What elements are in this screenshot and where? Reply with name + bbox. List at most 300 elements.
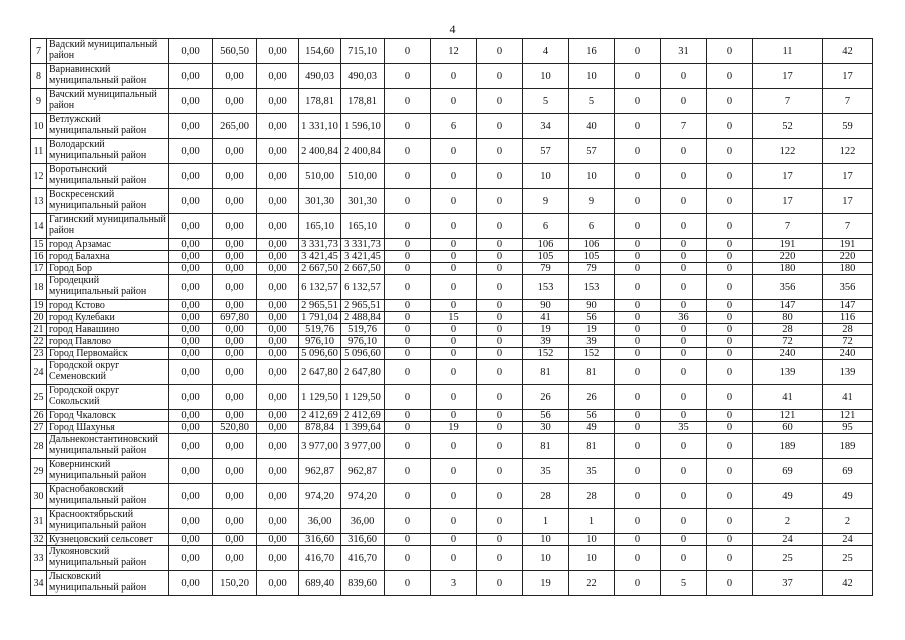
value-cell: 0 — [477, 64, 523, 89]
value-cell: 0 — [385, 164, 431, 189]
value-cell: 0,00 — [257, 324, 299, 336]
value-cell: 0 — [661, 189, 707, 214]
value-cell: 0,00 — [257, 360, 299, 385]
district-name: Город Шахунья — [47, 422, 169, 434]
value-cell: 165,10 — [299, 214, 341, 239]
value-cell: 7 — [823, 89, 873, 114]
value-cell: 69 — [753, 459, 823, 484]
value-cell: 36 — [661, 312, 707, 324]
value-cell: 150,20 — [213, 571, 257, 596]
value-cell: 0,00 — [213, 251, 257, 263]
table-row — [31, 214, 873, 239]
value-cell: 416,70 — [299, 546, 341, 571]
value-cell: 152 — [569, 348, 615, 360]
value-cell: 0 — [477, 214, 523, 239]
value-cell: 0,00 — [169, 164, 213, 189]
value-cell: 0 — [477, 89, 523, 114]
value-cell: 0 — [385, 484, 431, 509]
row-number: 9 — [31, 89, 47, 114]
value-cell: 0 — [431, 164, 477, 189]
value-cell: 72 — [823, 336, 873, 348]
value-cell: 9 — [569, 189, 615, 214]
value-cell: 139 — [823, 360, 873, 385]
value-cell: 0 — [615, 300, 661, 312]
value-cell: 0 — [477, 189, 523, 214]
value-cell: 57 — [569, 139, 615, 164]
value-cell: 69 — [823, 459, 873, 484]
value-cell: 0,00 — [257, 64, 299, 89]
value-cell: 10 — [523, 164, 569, 189]
value-cell: 2 965,51 — [299, 300, 341, 312]
value-cell: 72 — [753, 336, 823, 348]
table-row — [31, 422, 873, 434]
value-cell: 0 — [385, 300, 431, 312]
value-cell: 0 — [615, 275, 661, 300]
value-cell: 0 — [615, 214, 661, 239]
value-cell: 240 — [823, 348, 873, 360]
value-cell: 962,87 — [341, 459, 385, 484]
value-cell: 2 — [823, 509, 873, 534]
value-cell: 105 — [569, 251, 615, 263]
value-cell: 0,00 — [213, 189, 257, 214]
value-cell: 0 — [661, 263, 707, 275]
value-cell: 17 — [823, 189, 873, 214]
value-cell: 3 977,00 — [341, 434, 385, 459]
value-cell: 974,20 — [341, 484, 385, 509]
value-cell: 510,00 — [341, 164, 385, 189]
value-cell: 0,00 — [257, 534, 299, 546]
value-cell: 0 — [615, 139, 661, 164]
value-cell: 7 — [753, 89, 823, 114]
row-number: 7 — [31, 39, 47, 64]
value-cell: 0 — [707, 164, 753, 189]
value-cell: 0 — [385, 312, 431, 324]
value-cell: 10 — [523, 64, 569, 89]
value-cell: 0 — [385, 385, 431, 410]
value-cell: 11 — [753, 39, 823, 64]
table-row — [31, 348, 873, 360]
value-cell: 0 — [707, 360, 753, 385]
value-cell: 41 — [523, 312, 569, 324]
row-number: 27 — [31, 422, 47, 434]
value-cell: 0 — [707, 251, 753, 263]
value-cell: 19 — [431, 422, 477, 434]
value-cell: 0 — [385, 434, 431, 459]
value-cell: 35 — [569, 459, 615, 484]
value-cell: 1 791,04 — [299, 312, 341, 324]
value-cell: 0,00 — [169, 484, 213, 509]
value-cell: 0,00 — [169, 324, 213, 336]
value-cell: 0 — [385, 324, 431, 336]
value-cell: 490,03 — [341, 64, 385, 89]
value-cell: 6 132,57 — [341, 275, 385, 300]
value-cell: 139 — [753, 360, 823, 385]
row-number: 17 — [31, 263, 47, 275]
value-cell: 0 — [385, 189, 431, 214]
value-cell: 0 — [477, 422, 523, 434]
value-cell: 0,00 — [213, 164, 257, 189]
value-cell: 0 — [707, 214, 753, 239]
value-cell: 79 — [523, 263, 569, 275]
district-name: Городской округ Сокольский — [47, 385, 169, 410]
value-cell: 0,00 — [213, 214, 257, 239]
value-cell: 24 — [753, 534, 823, 546]
value-cell: 0 — [707, 89, 753, 114]
value-cell: 0 — [615, 239, 661, 251]
value-cell: 0 — [431, 360, 477, 385]
value-cell: 152 — [523, 348, 569, 360]
value-cell: 0,00 — [257, 239, 299, 251]
value-cell: 0 — [661, 89, 707, 114]
value-cell: 2 400,84 — [299, 139, 341, 164]
value-cell: 0 — [661, 385, 707, 410]
page-number: 4 — [449, 22, 456, 36]
value-cell: 34 — [523, 114, 569, 139]
value-cell: 0 — [477, 164, 523, 189]
value-cell: 1 129,50 — [299, 385, 341, 410]
value-cell: 0 — [477, 385, 523, 410]
table-row — [31, 509, 873, 534]
value-cell: 0 — [477, 571, 523, 596]
value-cell: 178,81 — [341, 89, 385, 114]
value-cell: 0 — [707, 571, 753, 596]
value-cell: 0 — [661, 546, 707, 571]
value-cell: 2 647,80 — [299, 360, 341, 385]
value-cell: 0 — [615, 459, 661, 484]
value-cell: 0 — [431, 509, 477, 534]
value-cell: 6 — [523, 214, 569, 239]
value-cell: 10 — [569, 64, 615, 89]
row-number: 26 — [31, 410, 47, 422]
row-number: 11 — [31, 139, 47, 164]
table-row — [31, 64, 873, 89]
value-cell: 0 — [431, 251, 477, 263]
district-name: Лукояновский муниципальный район — [47, 546, 169, 571]
value-cell: 0 — [707, 300, 753, 312]
value-cell: 0 — [661, 509, 707, 534]
value-cell: 0 — [615, 509, 661, 534]
value-cell: 0 — [477, 509, 523, 534]
value-cell: 31 — [661, 39, 707, 64]
value-cell: 122 — [753, 139, 823, 164]
value-cell: 0,00 — [257, 422, 299, 434]
row-number: 34 — [31, 571, 47, 596]
value-cell: 520,80 — [213, 422, 257, 434]
value-cell: 0,00 — [169, 312, 213, 324]
value-cell: 0 — [477, 324, 523, 336]
district-name: город Кстово — [47, 300, 169, 312]
value-cell: 3 331,73 — [341, 239, 385, 251]
value-cell: 0 — [615, 189, 661, 214]
value-cell: 90 — [569, 300, 615, 312]
value-cell: 153 — [569, 275, 615, 300]
value-cell: 0 — [707, 239, 753, 251]
value-cell: 0 — [477, 360, 523, 385]
value-cell: 0,00 — [169, 139, 213, 164]
value-cell: 3 421,45 — [341, 251, 385, 263]
value-cell: 0,00 — [169, 410, 213, 422]
district-name: город Балахна — [47, 251, 169, 263]
value-cell: 0 — [385, 534, 431, 546]
value-cell: 0,00 — [169, 459, 213, 484]
value-cell: 0 — [661, 410, 707, 422]
value-cell: 3 — [431, 571, 477, 596]
value-cell: 36,00 — [299, 509, 341, 534]
value-cell: 0 — [707, 39, 753, 64]
value-cell: 147 — [823, 300, 873, 312]
value-cell: 0 — [385, 214, 431, 239]
value-cell: 49 — [569, 422, 615, 434]
value-cell: 0 — [477, 434, 523, 459]
value-cell: 0 — [477, 546, 523, 571]
value-cell: 0,00 — [213, 239, 257, 251]
table-row — [31, 534, 873, 546]
value-cell: 0 — [707, 275, 753, 300]
value-cell: 17 — [753, 189, 823, 214]
table-row — [31, 164, 873, 189]
value-cell: 316,60 — [299, 534, 341, 546]
value-cell: 0 — [661, 214, 707, 239]
row-number: 24 — [31, 360, 47, 385]
value-cell: 0 — [661, 459, 707, 484]
value-cell: 0 — [385, 336, 431, 348]
value-cell: 519,76 — [341, 324, 385, 336]
table-row — [31, 139, 873, 164]
value-cell: 1 — [569, 509, 615, 534]
value-cell: 0 — [477, 348, 523, 360]
value-cell: 0 — [615, 114, 661, 139]
table-row — [31, 263, 873, 275]
value-cell: 0 — [431, 348, 477, 360]
table-row — [31, 39, 873, 64]
row-number: 21 — [31, 324, 47, 336]
value-cell: 80 — [753, 312, 823, 324]
value-cell: 0 — [477, 459, 523, 484]
value-cell: 0 — [707, 385, 753, 410]
value-cell: 0 — [431, 324, 477, 336]
district-name: Ветлужский муниципальный район — [47, 114, 169, 139]
value-cell: 2 — [753, 509, 823, 534]
data-table — [30, 38, 873, 596]
value-cell: 0,00 — [257, 312, 299, 324]
value-cell: 0,00 — [257, 275, 299, 300]
value-cell: 0,00 — [213, 300, 257, 312]
value-cell: 0 — [431, 546, 477, 571]
value-cell: 0,00 — [169, 239, 213, 251]
value-cell: 36,00 — [341, 509, 385, 534]
table-row — [31, 275, 873, 300]
value-cell: 24 — [823, 534, 873, 546]
value-cell: 0 — [707, 64, 753, 89]
value-cell: 5 096,60 — [341, 348, 385, 360]
value-cell: 0 — [385, 410, 431, 422]
value-cell: 0 — [385, 89, 431, 114]
value-cell: 0,00 — [213, 336, 257, 348]
value-cell: 178,81 — [299, 89, 341, 114]
value-cell: 0 — [615, 385, 661, 410]
value-cell: 0 — [707, 348, 753, 360]
value-cell: 0,00 — [169, 348, 213, 360]
value-cell: 0 — [477, 39, 523, 64]
district-name: Воскресенский муниципальный район — [47, 189, 169, 214]
value-cell: 2 400,84 — [341, 139, 385, 164]
value-cell: 0 — [385, 571, 431, 596]
value-cell: 0 — [615, 546, 661, 571]
value-cell: 25 — [823, 546, 873, 571]
value-cell: 0,00 — [213, 509, 257, 534]
value-cell: 0 — [661, 336, 707, 348]
value-cell: 0 — [477, 239, 523, 251]
value-cell: 0 — [477, 251, 523, 263]
value-cell: 0 — [707, 410, 753, 422]
value-cell: 180 — [753, 263, 823, 275]
value-cell: 35 — [661, 422, 707, 434]
value-cell: 180 — [823, 263, 873, 275]
value-cell: 41 — [823, 385, 873, 410]
row-number: 30 — [31, 484, 47, 509]
table-row — [31, 324, 873, 336]
district-name: Вачский муниципальный район — [47, 89, 169, 114]
value-cell: 0 — [431, 336, 477, 348]
value-cell: 0 — [707, 546, 753, 571]
value-cell: 56 — [569, 410, 615, 422]
value-cell: 6 — [569, 214, 615, 239]
value-cell: 0 — [477, 139, 523, 164]
value-cell: 0,00 — [213, 534, 257, 546]
value-cell: 0 — [477, 275, 523, 300]
row-number: 31 — [31, 509, 47, 534]
district-name: Володарский муниципальный район — [47, 139, 169, 164]
value-cell: 165,10 — [341, 214, 385, 239]
value-cell: 0 — [385, 348, 431, 360]
district-name: Краснобаковский муниципальный район — [47, 484, 169, 509]
value-cell: 90 — [523, 300, 569, 312]
value-cell: 40 — [569, 114, 615, 139]
value-cell: 35 — [523, 459, 569, 484]
value-cell: 697,80 — [213, 312, 257, 324]
value-cell: 0,00 — [257, 348, 299, 360]
value-cell: 30 — [523, 422, 569, 434]
value-cell: 0 — [385, 459, 431, 484]
value-cell: 2 667,50 — [299, 263, 341, 275]
row-number: 16 — [31, 251, 47, 263]
table-row — [31, 434, 873, 459]
value-cell: 0 — [385, 139, 431, 164]
value-cell: 0 — [707, 484, 753, 509]
value-cell: 0 — [707, 114, 753, 139]
district-name: город Навашино — [47, 324, 169, 336]
value-cell: 121 — [753, 410, 823, 422]
value-cell: 0,00 — [213, 434, 257, 459]
value-cell: 0,00 — [169, 300, 213, 312]
value-cell: 28 — [523, 484, 569, 509]
district-name: Гагинский муниципальный район — [47, 214, 169, 239]
table-row — [31, 89, 873, 114]
value-cell: 22 — [569, 571, 615, 596]
table-row — [31, 385, 873, 410]
row-number: 28 — [31, 434, 47, 459]
value-cell: 19 — [569, 324, 615, 336]
value-cell: 1 596,10 — [341, 114, 385, 139]
value-cell: 0,00 — [257, 459, 299, 484]
value-cell: 0,00 — [213, 385, 257, 410]
value-cell: 0,00 — [169, 89, 213, 114]
value-cell: 0,00 — [257, 164, 299, 189]
value-cell: 17 — [753, 164, 823, 189]
district-name: Лысковский муниципальный район — [47, 571, 169, 596]
value-cell: 0,00 — [257, 251, 299, 263]
value-cell: 49 — [823, 484, 873, 509]
value-cell: 17 — [753, 64, 823, 89]
row-number: 8 — [31, 64, 47, 89]
value-cell: 0,00 — [169, 214, 213, 239]
value-cell: 0,00 — [169, 434, 213, 459]
district-name: Город Первомайск — [47, 348, 169, 360]
value-cell: 0 — [431, 459, 477, 484]
table-row — [31, 312, 873, 324]
value-cell: 0 — [431, 214, 477, 239]
value-cell: 0 — [385, 39, 431, 64]
district-name: Городецкий муниципальный район — [47, 275, 169, 300]
value-cell: 3 331,73 — [299, 239, 341, 251]
row-number: 23 — [31, 348, 47, 360]
value-cell: 0 — [477, 114, 523, 139]
value-cell: 39 — [523, 336, 569, 348]
value-cell: 0 — [431, 385, 477, 410]
value-cell: 26 — [523, 385, 569, 410]
value-cell: 2 667,50 — [341, 263, 385, 275]
value-cell: 56 — [523, 410, 569, 422]
value-cell: 57 — [523, 139, 569, 164]
value-cell: 0 — [431, 434, 477, 459]
value-cell: 189 — [753, 434, 823, 459]
value-cell: 0 — [615, 164, 661, 189]
value-cell: 0,00 — [213, 89, 257, 114]
value-cell: 0,00 — [257, 385, 299, 410]
value-cell: 0 — [431, 534, 477, 546]
value-cell: 1 399,64 — [341, 422, 385, 434]
value-cell: 962,87 — [299, 459, 341, 484]
value-cell: 41 — [753, 385, 823, 410]
value-cell: 7 — [661, 114, 707, 139]
district-name: город Арзамас — [47, 239, 169, 251]
value-cell: 0 — [385, 114, 431, 139]
value-cell: 1 129,50 — [341, 385, 385, 410]
value-cell: 0 — [661, 64, 707, 89]
value-cell: 0 — [707, 459, 753, 484]
district-name: Вадский муниципальный район — [47, 39, 169, 64]
table-row — [31, 251, 873, 263]
value-cell: 0 — [707, 324, 753, 336]
value-cell: 5 — [661, 571, 707, 596]
value-cell: 0,00 — [257, 509, 299, 534]
value-cell: 25 — [753, 546, 823, 571]
value-cell: 0 — [707, 312, 753, 324]
value-cell: 0 — [661, 324, 707, 336]
value-cell: 0,00 — [169, 509, 213, 534]
value-cell: 81 — [569, 434, 615, 459]
district-name: Ковернинский муниципальный район — [47, 459, 169, 484]
value-cell: 10 — [523, 546, 569, 571]
value-cell: 0 — [661, 348, 707, 360]
value-cell: 106 — [523, 239, 569, 251]
value-cell: 26 — [569, 385, 615, 410]
value-cell: 3 977,00 — [299, 434, 341, 459]
value-cell: 0 — [385, 360, 431, 385]
value-cell: 0,00 — [257, 139, 299, 164]
value-cell: 49 — [753, 484, 823, 509]
value-cell: 0 — [431, 139, 477, 164]
